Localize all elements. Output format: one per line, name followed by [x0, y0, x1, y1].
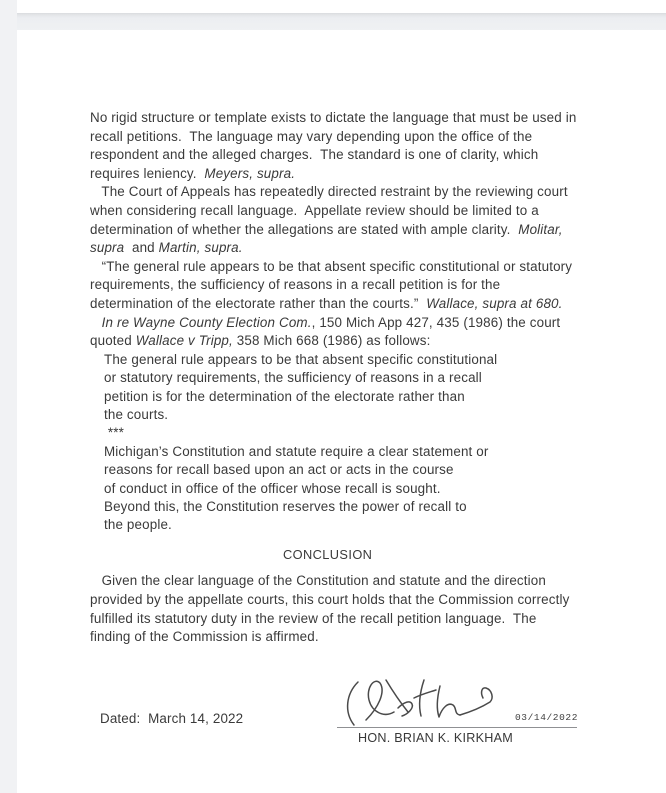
block-quote — [104, 351, 650, 443]
signature-date-stamp: 03/14/2022 — [515, 712, 579, 723]
text-line: finding of the Commission is affirmed. — [90, 629, 319, 645]
text-line: requires leniency. Meyers, supra. — [90, 165, 296, 181]
dated-line: Dated: March 14, 2022 — [100, 711, 244, 726]
text-line: The general rule appears to be that absent specific constitutional — [104, 351, 498, 367]
block-quote — [104, 443, 650, 535]
paragraph — [90, 109, 650, 183]
document-body — [90, 109, 650, 647]
previous-page-bottom-edge — [17, 0, 666, 13]
text-line: Michigan’s Constitution and statute require a clear statement or — [104, 443, 489, 459]
page-gap-band — [17, 13, 666, 30]
paragraph — [90, 314, 650, 351]
text-line: Beyond this, the Constitution reserves the power of recall to — [104, 498, 467, 514]
judge-name: HON. BRIAN K. KIRKHAM — [358, 731, 513, 745]
text-line: recall petitions. The language may vary depending upon the office of the — [90, 128, 533, 144]
text-line: In re Wayne County Election Com., 150 Mich App 427, 435 (1986) the court — [101, 314, 561, 330]
text-line: provided by the appellate courts, this court holds that the Commission correctly — [90, 591, 570, 607]
text-line: the people. — [104, 517, 172, 533]
text-line: determination of whether the allegations are stated with ample clarity. Molitar, — [90, 221, 563, 237]
text-line: The Court of Appeals has repeatedly directed restraint by the reviewing court — [90, 184, 568, 200]
text-line: supra and Martin, supra. — [90, 240, 243, 256]
paragraph — [90, 572, 650, 646]
text-line: Given the clear language of the Constitution and statute and the direction — [90, 573, 546, 589]
text-line: petition is for the determination of the electorate rather than — [104, 388, 465, 404]
text-line: “The general rule appears to be that absent specific constitutional or statutory — [90, 258, 573, 274]
text-line: No rigid structure or template exists to dictate the language that must be used in — [90, 110, 577, 125]
text-line: or statutory requirements, the sufficiency of reasons in a recall — [104, 370, 482, 386]
paragraph — [90, 183, 650, 257]
text-line: the courts. — [104, 406, 169, 422]
paragraph — [90, 258, 650, 314]
text-line: reasons for recall based upon an act or acts in the course — [104, 462, 454, 478]
text-line: CONCLUSION — [283, 546, 373, 562]
text-line: requirements, the sufficiency of reasons in a recall petition is for the — [90, 277, 501, 293]
text-line: of conduct in office of the officer whose recall is sought. — [104, 480, 441, 496]
text-line: respondent and the alleged charges. The standard is one of clarity, which — [90, 147, 539, 163]
conclusion-heading — [90, 546, 650, 565]
text-line: fulfilled its statutory duty in the review of the recall petition language. The — [90, 610, 537, 626]
text-line: *** — [104, 425, 124, 441]
text-line: determination of the electorate rather than the courts.” Wallace, supra at 680. — [90, 295, 563, 311]
text-line: quoted Wallace v Tripp, 358 Mich 668 (1986) as follows: — [90, 333, 431, 349]
text-line: when considering recall language. Appellate review should be limited to a — [90, 202, 539, 218]
viewer-left-gutter — [0, 0, 17, 793]
document-page — [17, 30, 666, 793]
